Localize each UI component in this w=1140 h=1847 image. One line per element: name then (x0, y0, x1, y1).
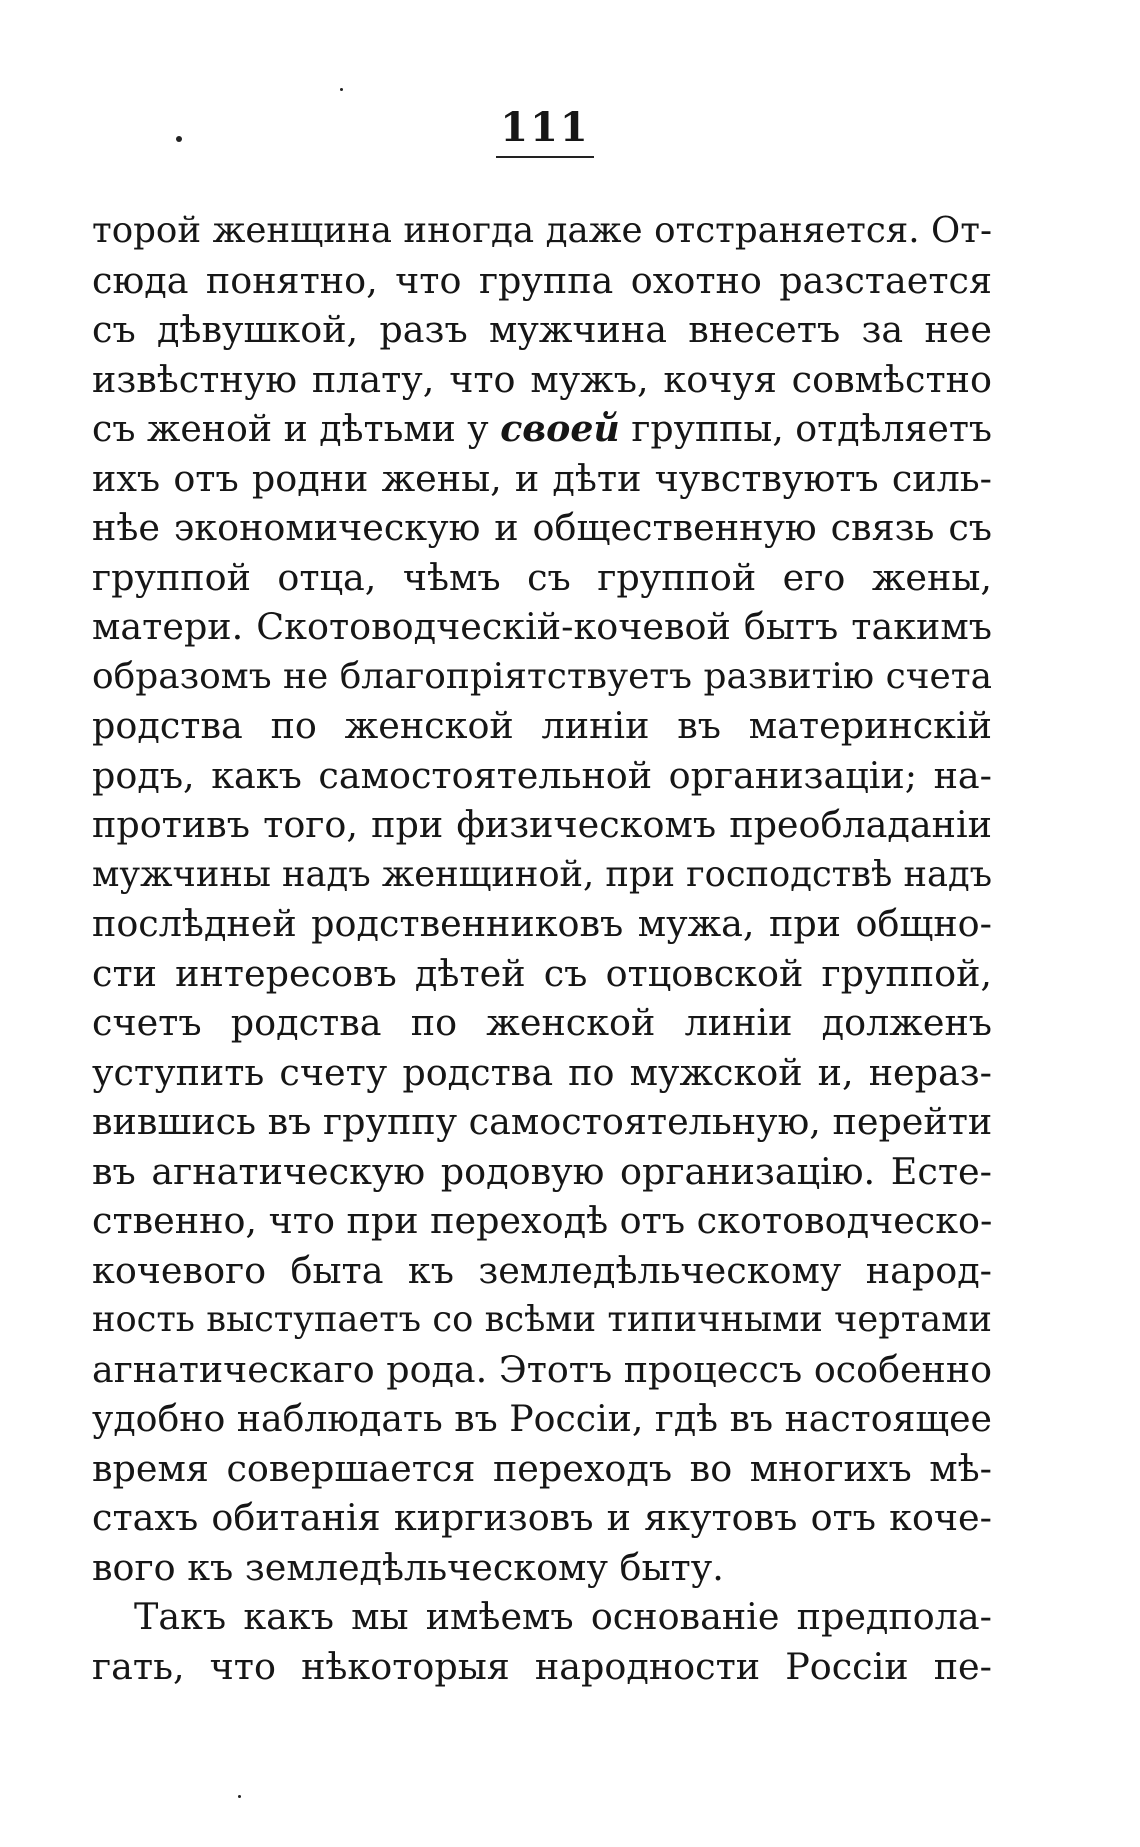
text-line: кочевого быта къ земледѣльческому народ- (92, 1248, 992, 1292)
paragraph-first-line: Такъ какъ мы имѣемъ основаніе предпола- (134, 1595, 992, 1638)
text-line: мужчины надъ женщиной, при господствѣ надъ (92, 853, 993, 895)
text-line: противъ того, при физическомъ преобладаніи (92, 803, 992, 846)
text-line: въ агнатическую родовую организацію. Есте- (92, 1149, 992, 1193)
text-line: ность выступаетъ со всѣми типичными чертами (92, 1299, 992, 1340)
emphasized-word: своей (500, 407, 620, 450)
text-line: родъ, какъ самостоятельной организаціи; на- (92, 753, 992, 797)
text-line: нѣе экономическую и общественную связь съ (92, 506, 992, 549)
text-line: гать, что нѣкоторыя народности Россіи пе- (92, 1644, 992, 1688)
text-line: матери. Скотоводческій-кочевой бытъ такимъ (92, 605, 992, 648)
text-line: торой женщина иногда даже отстраняется. От- (92, 210, 992, 251)
print-speck (340, 88, 343, 91)
text-line: агнатическаго рода. Этотъ процессъ особенно (92, 1347, 992, 1391)
text-line: извѣстную плату, что мужъ, кочуя совмѣстно (92, 357, 992, 401)
text-line: вившись въ группу самостоятельную, перейти (92, 1100, 993, 1143)
print-speck (176, 136, 182, 142)
body-text (92, 206, 992, 1691)
text-line: съ дѣвушкой, разъ мужчина внесетъ за нее (92, 308, 992, 351)
text-line: уступить счету родства по мужской и, нераз- (92, 1050, 992, 1094)
text-line: удобно наблюдать въ Россіи, гдѣ въ настоящее (92, 1397, 992, 1440)
text-line: послѣдней родственниковъ мужа, при общно- (92, 902, 992, 945)
text-line: сюда понятно, что группа охотно разстается (92, 258, 992, 302)
text-line: образомъ не благопріятствуетъ развитію счета (92, 655, 992, 697)
text-line (92, 404, 992, 454)
text-segment: съ женой и дѣтьми у (92, 407, 489, 450)
text-line: группой отца, чѣмъ съ группой его жены, (92, 555, 992, 599)
page-number: 111 (500, 104, 590, 151)
text-line: время совершается переходъ во многихъ мѣ- (92, 1446, 992, 1490)
text-line: родства по женской линіи въ материнскій (92, 704, 992, 747)
text-line: вого къ земледѣльческому быту. (92, 1545, 724, 1589)
text-line: ихъ отъ родни жены, и дѣти чувствуютъ силь- (92, 456, 992, 500)
text-line: стахъ обитанія киргизовъ и якутовъ отъ коче- (92, 1496, 992, 1539)
page-number-underline (496, 156, 594, 158)
text-segment: группы, отдѣляетъ (631, 407, 992, 450)
print-speck (238, 1795, 241, 1798)
text-line: счетъ родства по женской линіи долженъ (92, 1001, 992, 1044)
text-line: сти интересовъ дѣтей съ отцовской группой, (92, 951, 992, 995)
text-line: ственно, что при переходѣ отъ скотоводческо- (92, 1199, 993, 1242)
